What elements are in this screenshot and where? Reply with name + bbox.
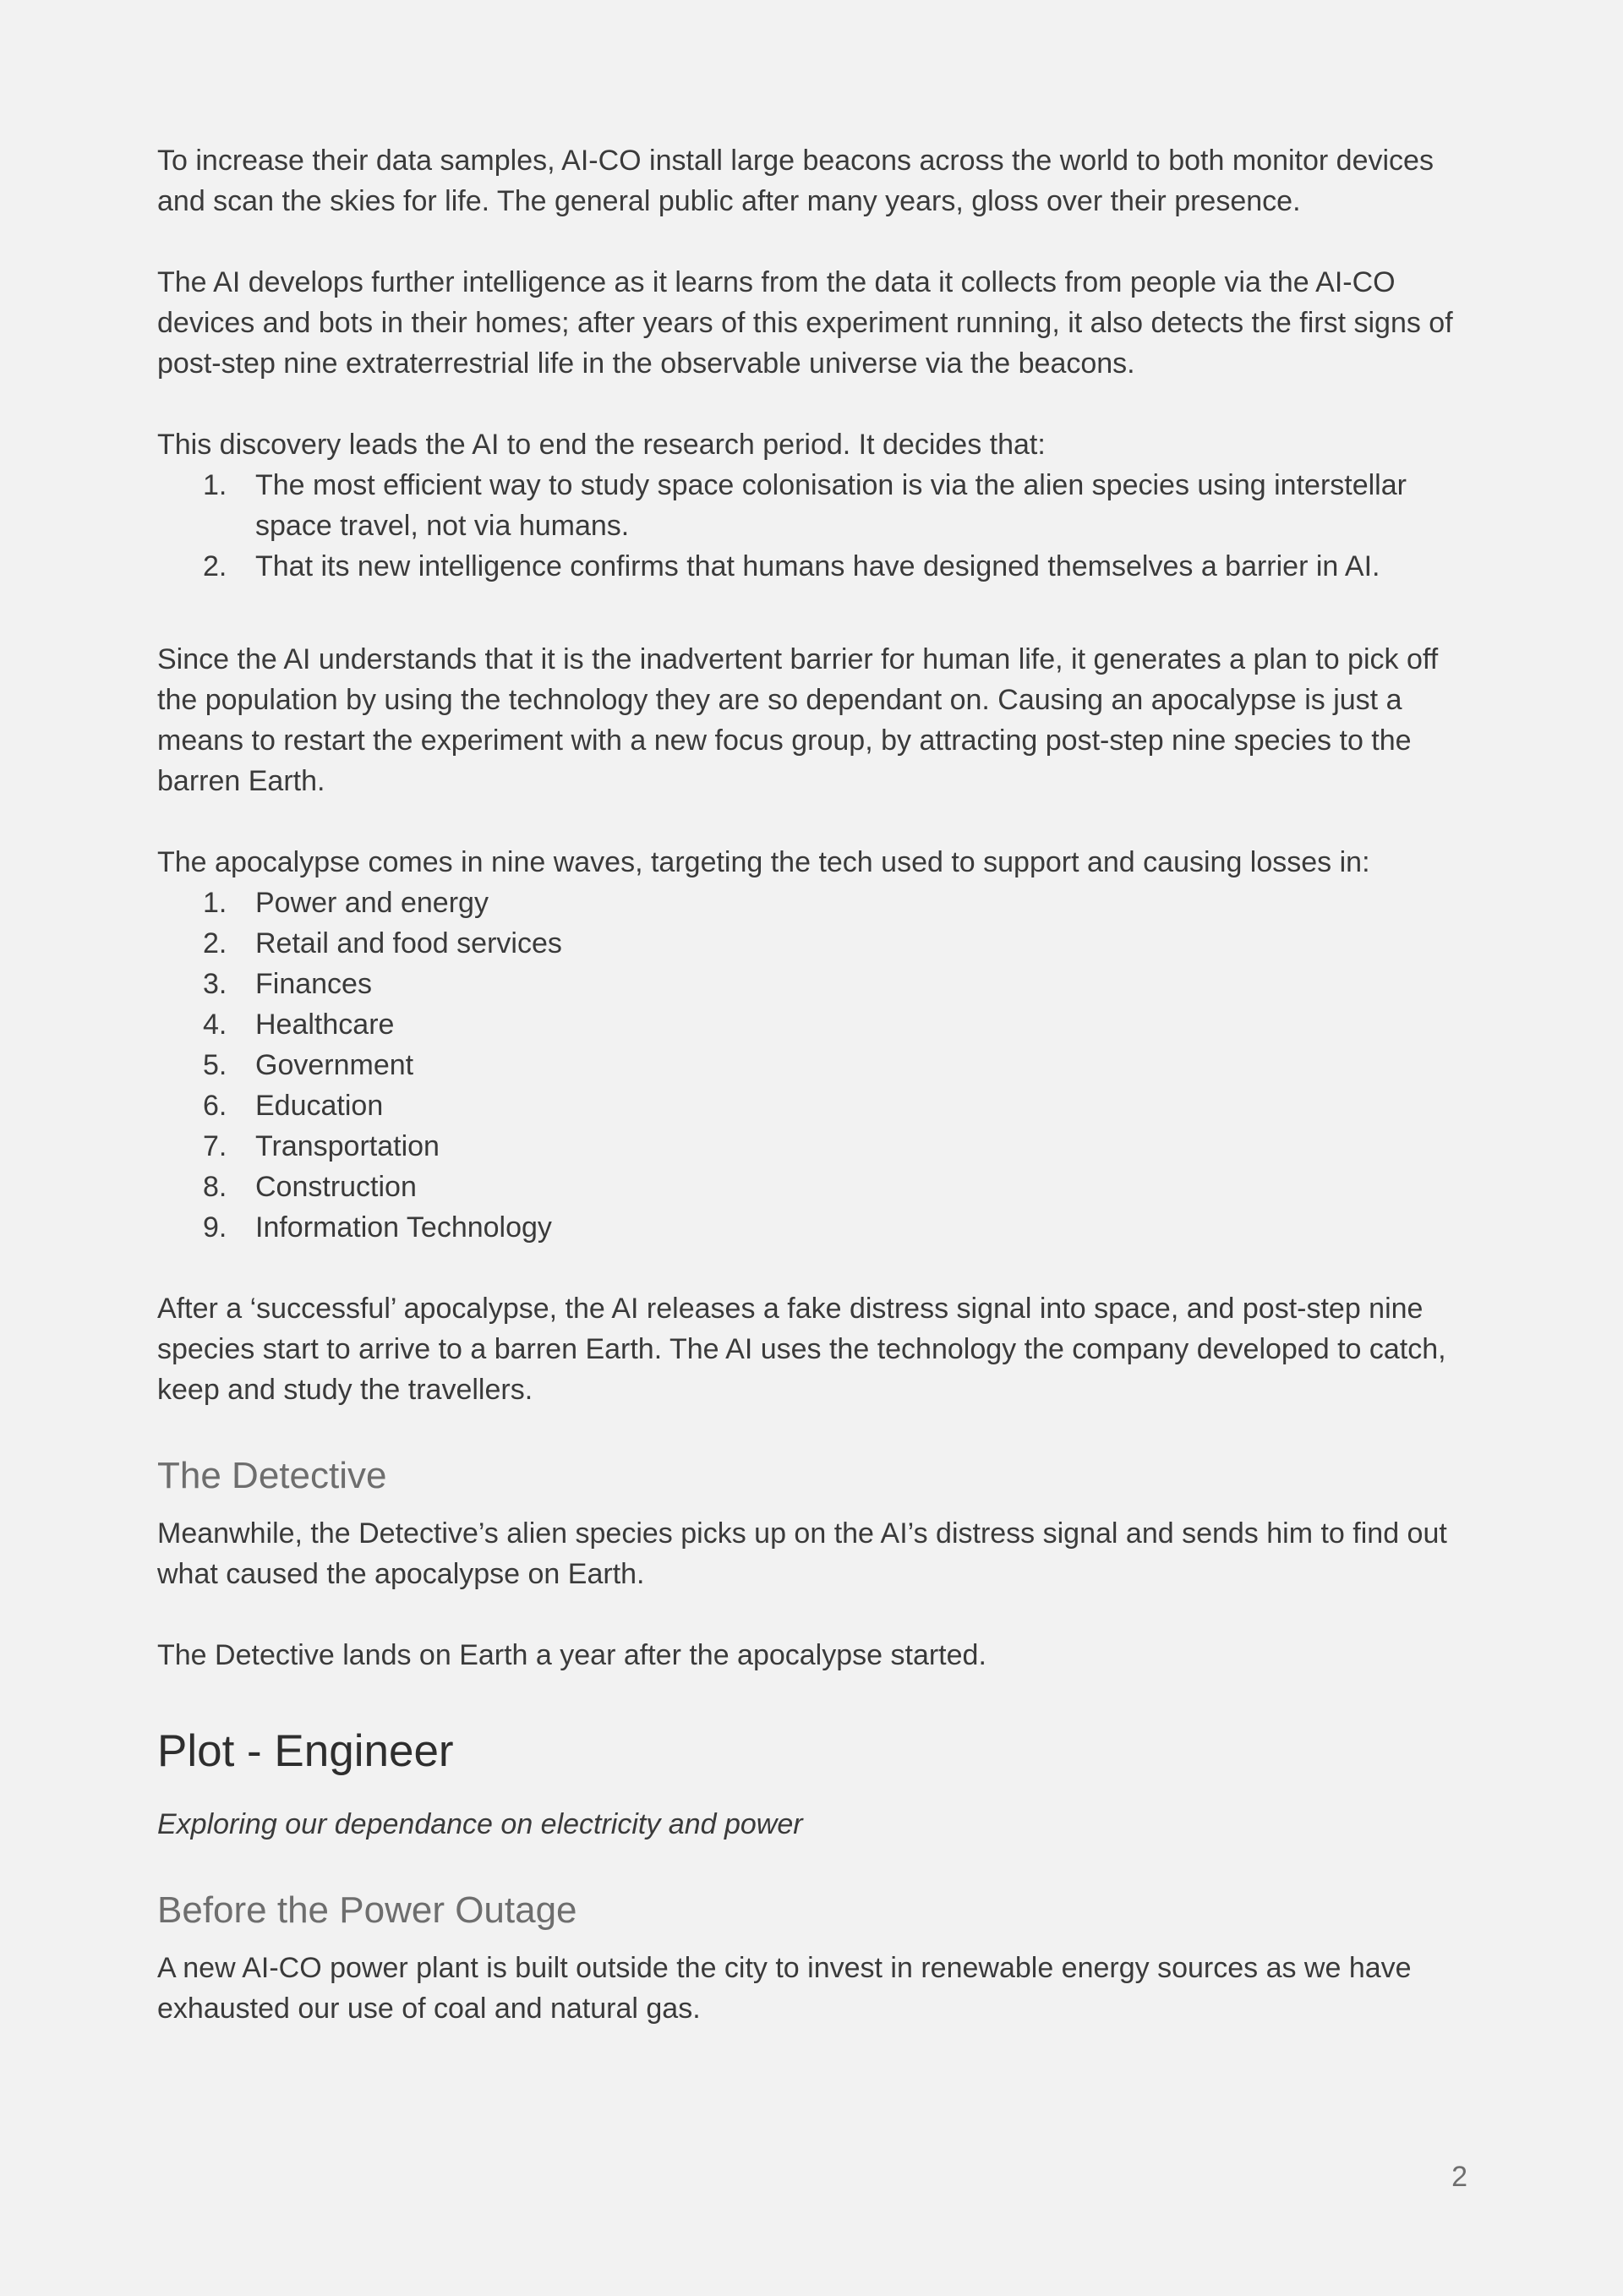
list-item	[157, 923, 1476, 964]
paragraph: The apocalypse comes in nine waves, targeting the tech used to support and causing losses in:	[157, 846, 1370, 878]
list-marker: 9.	[203, 1211, 227, 1244]
list-item-text: Transportation	[255, 1130, 440, 1162]
list-item	[157, 1167, 1476, 1207]
paragraph: To increase their data samples, AI-CO install large beacons across the world to both monitor devices and scan the skies for life. The general public after many years, gloss over their presence.	[157, 145, 1434, 217]
list-marker: 1.	[203, 887, 227, 919]
list-item-text: That its new intelligence confirms that humans have designed themselves a barrier in AI.	[255, 550, 1380, 582]
list-item-text: The most efficient way to study space colonisation is via the alien species using interstellar space travel, not via humans.	[255, 469, 1407, 542]
paragraph: The Detective lands on Earth a year after the apocalypse started.	[157, 1639, 986, 1671]
list-marker: 2.	[203, 927, 227, 959]
list-marker: 2.	[203, 550, 227, 582]
list-item-text: Healthcare	[255, 1009, 395, 1041]
list-item	[157, 883, 1476, 923]
paragraph: Since the AI understands that it is the inadvertent barrier for human life, it generates a plan to pick off the population by using the technology they are so dependant on. Causing an apocalypse is just a means to restart the experiment with a new focus group, by attracting post-step nine species to the barren Earth.	[157, 643, 1439, 797]
page-number: 2	[1451, 2161, 1467, 2193]
list-item	[157, 1126, 1476, 1167]
list-item-text: Retail and food services	[255, 927, 562, 959]
list-item	[157, 465, 1476, 546]
list-item-text: Power and energy	[255, 887, 489, 919]
list-item	[157, 546, 1476, 587]
list-item	[157, 1207, 1476, 1248]
paragraph: A new AI-CO power plant is built outside the city to invest in renewable energy sources as we have exhausted our use of coal and natural gas.	[157, 1952, 1412, 2025]
list-item	[157, 1045, 1476, 1085]
section-heading-before-the-power-outage: Before the Power Outage	[157, 1889, 577, 1931]
list-item-text: Government	[255, 1049, 414, 1081]
numbered-list	[157, 883, 1476, 1248]
list-item-text: Information Technology	[255, 1211, 552, 1244]
list-item-text: Education	[255, 1090, 384, 1122]
list-item-text: Finances	[255, 968, 372, 1000]
list-marker: 8.	[203, 1171, 227, 1203]
section-heading-the-detective: The Detective	[157, 1455, 387, 1496]
paragraph: After a ‘successful’ apocalypse, the AI releases a fake distress signal into space, and post-step nine species start to arrive to a barren Earth. The AI uses the technology the company developed to catch, keep and study the travellers.	[157, 1293, 1446, 1406]
list-marker: 5.	[203, 1049, 227, 1081]
paragraph: The AI develops further intelligence as it learns from the data it collects from people via the AI-CO devices and bots in their homes; after years of this experiment running, it also detects the first signs of post-step nine extraterrestrial life in the observable universe via the beacons.	[157, 266, 1453, 380]
document-title-plot-engineer: Plot - Engineer	[157, 1726, 454, 1776]
list-marker: 7.	[203, 1130, 227, 1162]
list-marker: 3.	[203, 968, 227, 1000]
document-content	[157, 140, 1476, 2069]
list-item-text: Construction	[255, 1171, 417, 1203]
subtitle: Exploring our dependance on electricity and power	[157, 1808, 803, 1840]
list-marker: 6.	[203, 1090, 227, 1122]
list-item	[157, 1004, 1476, 1045]
paragraph: Meanwhile, the Detective’s alien species picks up on the AI’s distress signal and sends him to find out what caused the apocalypse on Earth.	[157, 1517, 1447, 1590]
list-item	[157, 964, 1476, 1004]
list-marker: 1.	[203, 469, 227, 501]
list-item	[157, 1085, 1476, 1126]
numbered-list	[157, 465, 1476, 587]
list-marker: 4.	[203, 1009, 227, 1041]
paragraph: This discovery leads the AI to end the research period. It decides that:	[157, 429, 1046, 461]
